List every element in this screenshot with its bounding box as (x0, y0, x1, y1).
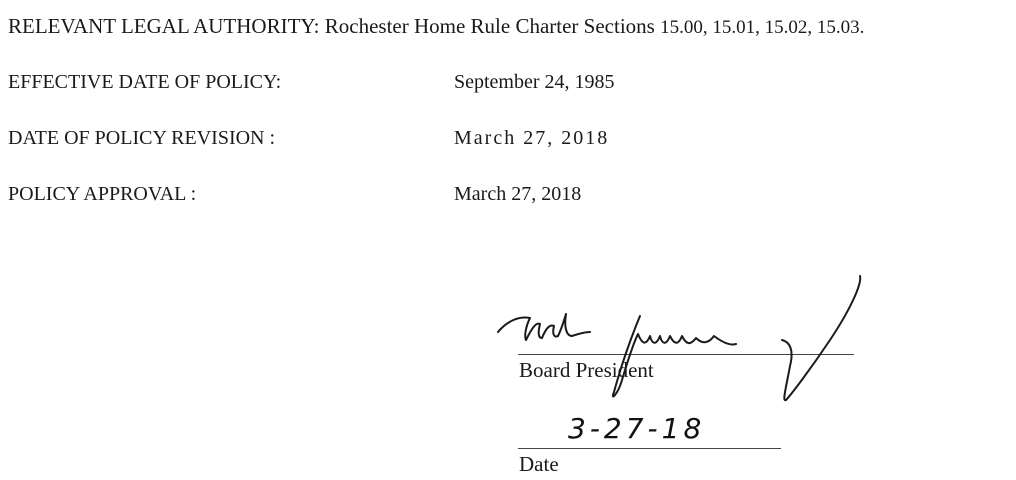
handwritten-signature (490, 270, 870, 410)
authority-label: RELEVANT LEGAL AUTHORITY: (8, 14, 320, 38)
authority-value: Rochester Home Rule Charter Sections (324, 14, 655, 38)
date-handwritten: 3-27-18 (568, 412, 706, 445)
date-line (518, 448, 781, 449)
effective-date-value: September 24, 1985 (454, 71, 615, 93)
revision-date-value: March 27, 2018 (454, 127, 610, 149)
effective-date-label: EFFECTIVE DATE OF POLICY: (8, 71, 282, 93)
signer-caption: Board President (519, 358, 654, 382)
date-caption: Date (519, 452, 559, 476)
approval-label: POLICY APPROVAL : (8, 183, 197, 205)
authority-sections: 15.00, 15.01, 15.02, 15.03. (660, 17, 865, 38)
approval-value: March 27, 2018 (454, 183, 582, 205)
revision-date-label: DATE OF POLICY REVISION : (8, 127, 276, 149)
authority-line (8, 14, 864, 39)
